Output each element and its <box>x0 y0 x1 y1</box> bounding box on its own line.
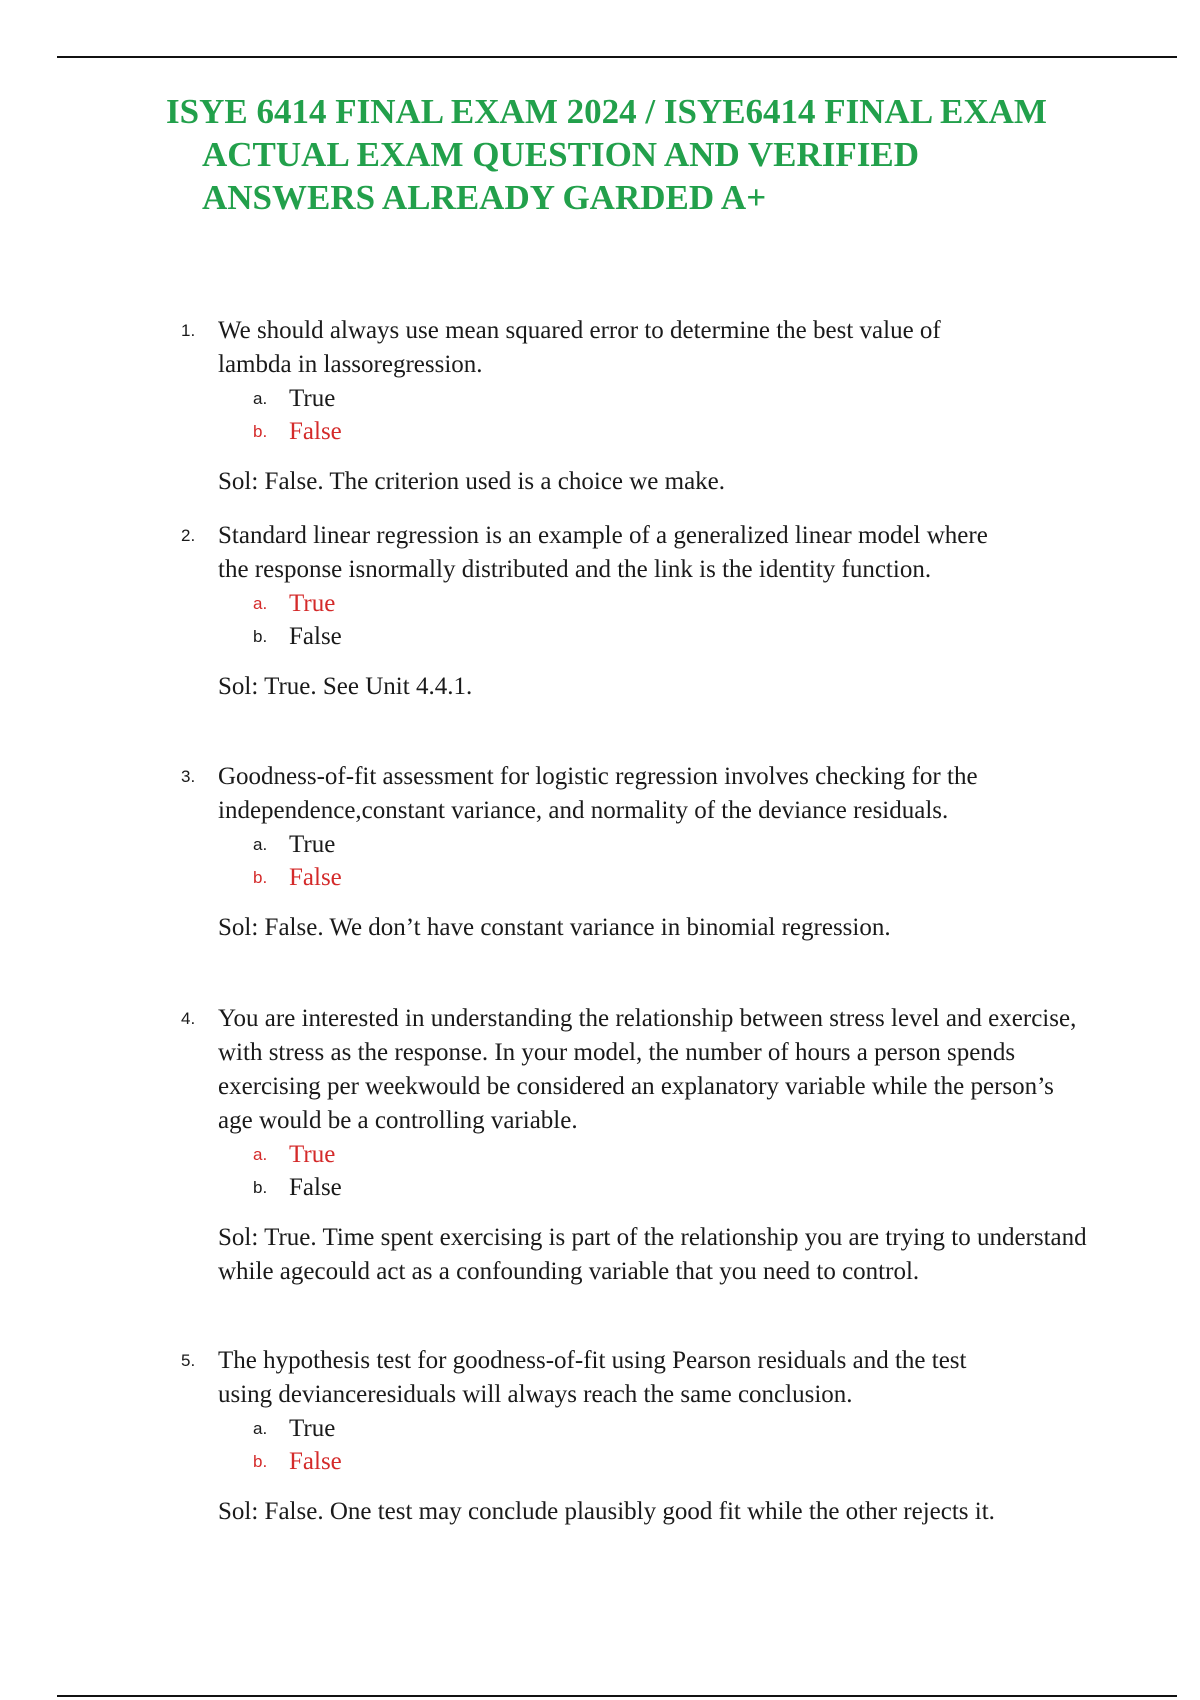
option-list <box>253 382 1101 448</box>
option-label: True <box>289 1415 336 1442</box>
option-a-correct <box>253 587 1101 620</box>
option-label: True <box>289 1141 336 1168</box>
solution-text: Sol: False. The criterion used is a choice we make. <box>218 468 726 495</box>
option-b-correct <box>253 1445 1101 1478</box>
option-label: True <box>289 831 336 858</box>
option-letter: a. <box>253 835 268 854</box>
option-b-correct <box>253 415 1101 448</box>
option-a <box>253 382 1101 415</box>
option-a <box>253 828 1101 861</box>
question-number: 1. <box>181 321 196 340</box>
title-line-2: ACTUAL EXAM QUESTION AND VERIFIED <box>202 135 919 174</box>
question-text: You are interested in understanding the relationship between stress level and exercise, with stress as the response. In your model, the number of hours a person spends exercising per weekwould be considered an explanatory variable while the person’s age would be a controlling variable. <box>218 1005 1077 1134</box>
option-letter: a. <box>253 389 268 408</box>
question-number: 4. <box>181 1009 196 1028</box>
option-label: False <box>289 864 342 891</box>
question-3 <box>181 760 1101 945</box>
option-a-correct <box>253 1138 1101 1171</box>
option-letter: a. <box>253 1419 268 1438</box>
question-text: Goodness-of-fit assessment for logistic regression involves checking for the independence,constant variance, and normality of the deviance residuals. <box>218 763 978 824</box>
question-text: The hypothesis test for goodness-of-fit using Pearson residuals and the test using devianceresiduals will always reach the same conclusion. <box>218 1347 967 1408</box>
option-label: True <box>289 590 336 617</box>
option-label: True <box>289 385 336 412</box>
question-text: We should always use mean squared error to determine the best value of lambda in lassoregression. <box>218 317 941 378</box>
solution-text: Sol: False. One test may conclude plausibly good fit while the other rejects it. <box>218 1498 995 1525</box>
option-label: False <box>289 418 342 445</box>
option-letter: b. <box>253 1178 268 1197</box>
option-letter: b. <box>253 868 268 887</box>
option-letter: b. <box>253 627 268 646</box>
question-1 <box>181 314 1101 499</box>
option-list <box>253 828 1101 894</box>
option-list <box>253 1138 1101 1204</box>
title-line-3: ANSWERS ALREADY GARDED A+ <box>202 178 767 217</box>
option-a <box>253 1412 1101 1445</box>
question-number: 3. <box>181 767 196 786</box>
document-title <box>166 90 1126 219</box>
question-4 <box>181 1002 1101 1289</box>
option-letter: b. <box>253 422 268 441</box>
option-label: False <box>289 1174 342 1201</box>
option-b-correct <box>253 861 1101 894</box>
option-list <box>253 587 1101 653</box>
option-letter: b. <box>253 1452 268 1471</box>
option-label: False <box>289 1448 342 1475</box>
question-number: 5. <box>181 1351 196 1370</box>
option-b <box>253 1171 1101 1204</box>
option-label: False <box>289 623 342 650</box>
top-rule <box>57 56 1177 58</box>
bottom-rule <box>57 1695 1177 1697</box>
option-b <box>253 620 1101 653</box>
question-text: Standard linear regression is an example of a generalized linear model where the response isnormally distributed and the link is the identity function. <box>218 522 988 583</box>
question-2 <box>181 519 1101 704</box>
option-letter: a. <box>253 1145 268 1164</box>
question-number: 2. <box>181 526 196 545</box>
title-line-1: ISYE 6414 FINAL EXAM 2024 / ISYE6414 FINAL EXAM <box>166 92 1047 131</box>
solution-text: Sol: True. Time spent exercising is part of the relationship you are trying to understand while agecould act as a confounding variable that you need to control. <box>218 1224 1087 1285</box>
question-5 <box>181 1344 1101 1529</box>
solution-text: Sol: False. We don’t have constant variance in binomial regression. <box>218 914 891 941</box>
option-letter: a. <box>253 594 268 613</box>
option-list <box>253 1412 1101 1478</box>
solution-text: Sol: True. See Unit 4.4.1. <box>218 673 473 700</box>
